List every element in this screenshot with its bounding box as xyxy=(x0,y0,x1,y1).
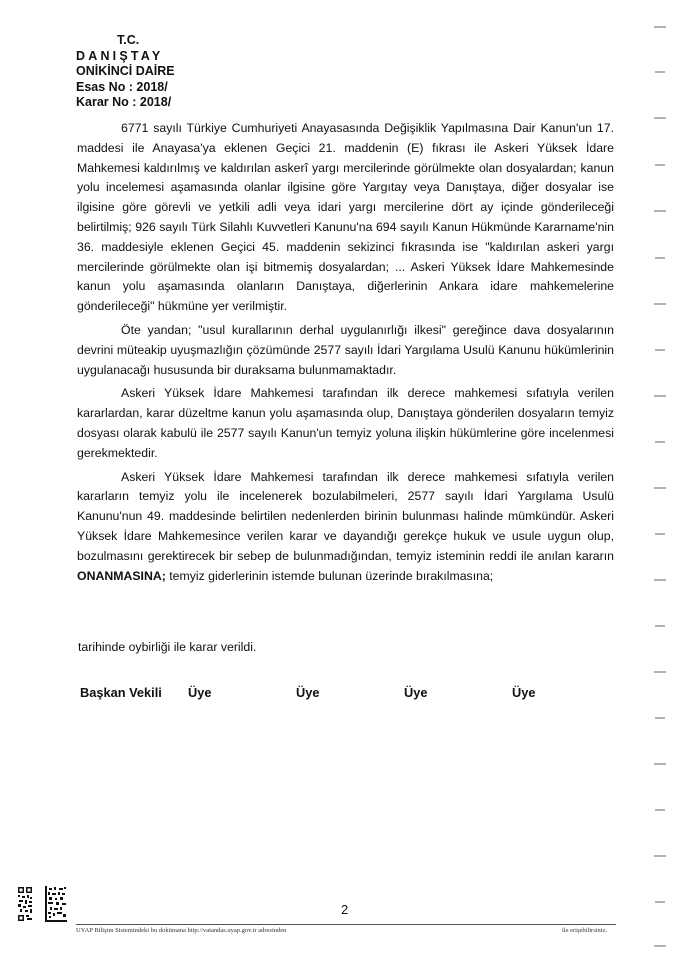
paragraph-2 xyxy=(77,321,614,380)
footer-access-note: ile erişebilirsiniz. xyxy=(562,927,608,934)
ruling-keyword: ONANMASINA; xyxy=(77,568,166,583)
signer-member-1: Üye xyxy=(188,685,212,700)
margin-tick-marks xyxy=(652,0,672,960)
paragraph-4-last-line: temyiz giderlerinin istemde bulunan üzerinde bırakılmasına; xyxy=(165,568,494,583)
case-number: Esas No : 2018/ xyxy=(76,79,168,94)
signer-member-4: Üye xyxy=(512,685,536,700)
barcode-matrix-icon xyxy=(45,886,67,922)
signer-chair-deputy: Başkan Vekili xyxy=(80,685,162,700)
decision-body xyxy=(77,119,614,590)
footer-divider xyxy=(76,924,616,925)
chamber-name: ONİKİNCİ DAİRE xyxy=(76,64,175,78)
paragraph-3-last-line: gerekmektedir. xyxy=(77,445,158,460)
signer-member-2: Üye xyxy=(296,685,320,700)
paragraph-3 xyxy=(77,384,614,463)
qr-code-icon xyxy=(17,886,33,922)
paragraph-1 xyxy=(77,119,614,317)
court-name: DANIŞTAY xyxy=(76,48,164,63)
paragraph-3-text: Askeri Yüksek İdare Mahkemesi tarafından ilk derece mahkemesi sıfatıyla verilen kararlardan, karar düzeltme kanun yolu aşamasında olup, Danıştaya gönderilen dosyaların temyiz dosyası olarak kabulü ile 2577 sayılı Kanun'un temyiz yoluna ilişkin hükümlerine göre incelenmesi xyxy=(77,386,614,440)
paragraph-2-text: Öte yandan; "usul kurallarının derhal uygulanırlığı ilkesi" gereğince dava dosyalarının devrini müteakip uyuşmazlığın çözümünde 2577 sayılı İdari Yargılama Usulü Kanunu xyxy=(77,322,614,357)
signer-member-3: Üye xyxy=(404,685,428,700)
document-header xyxy=(76,33,175,111)
decision-number: Karar No : 2018/ xyxy=(76,95,172,109)
footer-uyap-notice: UYAP Bilişim Sistemindeki bu dokümana http://vatandas.uyap.gov.tr adresinden xyxy=(76,927,287,934)
paragraph-2-last-line: hükümlerinin uygulanacağı hususunda bir duraksama bulunmamaktadır. xyxy=(77,342,614,377)
republic-abbreviation: T.C. xyxy=(117,33,140,47)
page-number: 2 xyxy=(341,902,349,917)
paragraph-4 xyxy=(77,468,614,587)
paragraph-1-text: 6771 sayılı Türkiye Cumhuriyeti Anayasasında Değişiklik Yapılmasına Dair Kanun'un 17. maddesi ile Anayasa'ya eklenen Geçici 21. maddenin (E) fıkrası ile Askeri Yüksek İdare Mahkemesi kaldırılmış ve kaldırılan askerî yargı mercilerinde görülmekte olan dosyalardan; kanun yolu incelemesi aşamasında olanlar ilgisine göre Yargıtay veya Danıştaya, diğer dosyalar ise ilgisine göre görevli ve yetkili adli veya idari yargı mercilerine dört ay içinde gönderileceği belirtilmiş; 926 sayılı Türk Silahlı Kuvvetleri Kanunu'na 694 sayılı Kanun Hükmünde Kararname'nin 36. maddesiyle eklenen Geçici 45. maddenin sekizinci fıkrasında ise "kaldırılan askeri yargı mercilerinde görülmekte olan işi bitmemiş dosyalardan; ... Askeri Yüksek İdare Mahkemesinde kanun yolu aşamasında olanların Danıştaya, diğerlerinin Ankara idare xyxy=(77,121,614,294)
paragraph-1-last-line: mahkemelerine gönderileceği" hükmüne yer verilmiştir. xyxy=(77,279,615,314)
paragraph-4-text: Askeri Yüksek İdare Mahkemesi tarafından ilk derece mahkemesi sıfatıyla verilen kararların temyiz yolu ile incelenerek bozulabilmeleri, 2577 sayılı İdari Yargılama Usulü Kanunu'nun 49. maddesinde belirtilen nedenlerden birinin bulunması halinde mümkündür. Askeri Yüksek İdare Mahkemesince verilen karar ve dayandığı gerekçe hukuk ve usule uygun olup, bozulmasını gerektirecek bir sebep de bulunmadığından, temyiz isteminin reddi ile anılan kararın xyxy=(77,469,614,563)
closing-statement: tarihinde oybirliği ile karar verildi. xyxy=(78,640,257,654)
